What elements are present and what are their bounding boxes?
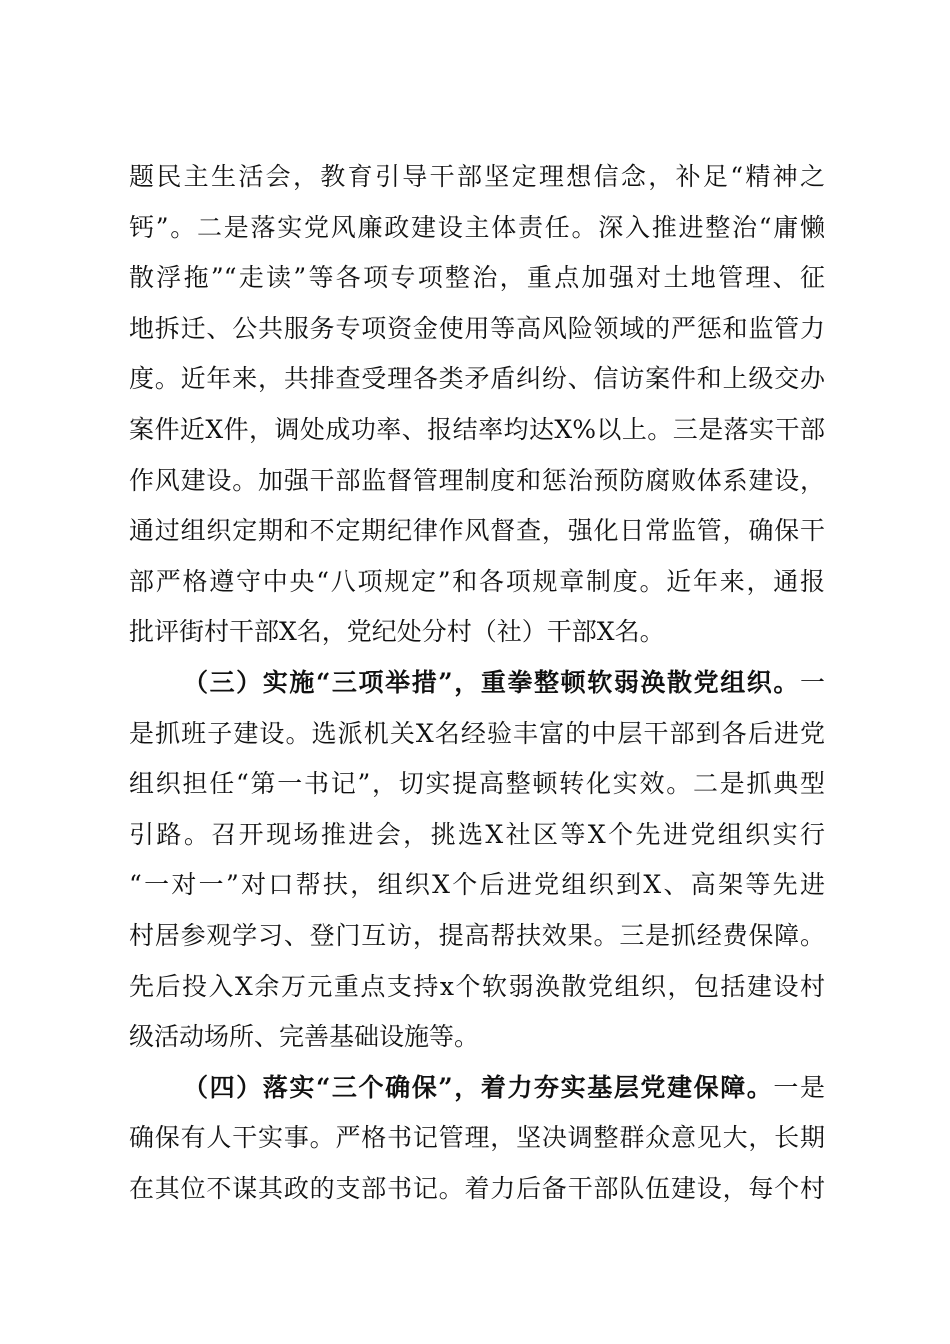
text-line: 度。近年来，共排查受理各类矛盾纠纷、信访案件和上级交办 xyxy=(129,364,825,394)
text-line: 地拆迁、公共服务专项资金使用等高风险领域的严惩和监管力 xyxy=(129,313,825,343)
section-three-heading: （三）实施“三项举措”，重拳整顿软弱涣散党组织。 xyxy=(183,667,800,697)
text-line: “一对一”对口帮扶，组织X个后进党组织到X、高架等先进 xyxy=(129,870,825,900)
text-line: 通过组织定期和不定期纪律作风督查，强化日常监管，确保干 xyxy=(129,516,825,546)
text-line: 村居参观学习、登门互访，提高帮扶效果。三是抓经费保障。 xyxy=(129,920,825,950)
section-three-first-line-rest: 一 xyxy=(799,667,825,697)
text-line: 确保有人干实事。严格书记管理，坚决调整群众意见大，长期 xyxy=(129,1123,825,1153)
text-line: 先后投入X余万元重点支持x个软弱涣散党组织，包括建设村 xyxy=(129,971,825,1001)
text-line: 案件近X件，调处成功率、报结率均达X%以上。三是落实干部 xyxy=(129,414,825,444)
section-three-first-line xyxy=(129,658,825,709)
text-line: 组织担任“第一书记”，切实提高整顿转化实效。二是抓典型 xyxy=(129,769,825,799)
text-line: 级活动场所、完善基础设施等。 xyxy=(129,1022,480,1052)
text-line: 钙”。二是落实党风廉政建设主体责任。深入推进整治“庸懒 xyxy=(129,212,825,242)
text-line: 散浮拖”“走读”等各项专项整治，重点加强对土地管理、征 xyxy=(129,263,825,293)
text-line: 作风建设。加强干部监督管理制度和惩治预防腐败体系建设， xyxy=(129,465,825,495)
section-three-paragraph xyxy=(129,658,825,1063)
text-line: 是抓班子建设。选派机关X名经验丰富的中层干部到各后进党 xyxy=(129,718,825,748)
text-line: 部严格遵守中央“八项规定”和各项规章制度。近年来，通报 xyxy=(129,566,825,596)
section-four-paragraph xyxy=(129,1063,825,1215)
text-line: 在其位不谋其政的支部书记。着力后备干部队伍建设，每个村 xyxy=(129,1173,825,1203)
text-line: 题民主生活会，教育引导干部坚定理想信念，补足“精神之 xyxy=(129,162,825,191)
section-four-heading: （四）落实“三个确保”，着力夯实基层党建保障。 xyxy=(183,1072,774,1102)
section-four-first-line xyxy=(129,1063,825,1114)
document-body xyxy=(129,152,825,1214)
section-four-first-line-rest: 一是 xyxy=(773,1072,825,1102)
text-line: 批评街村干部X名，党纪处分村（社）干部X名。 xyxy=(129,617,665,647)
text-line: 引路。召开现场推进会，挑选X社区等X个先进党组织实行 xyxy=(129,819,825,849)
paragraph-continued xyxy=(129,152,825,658)
